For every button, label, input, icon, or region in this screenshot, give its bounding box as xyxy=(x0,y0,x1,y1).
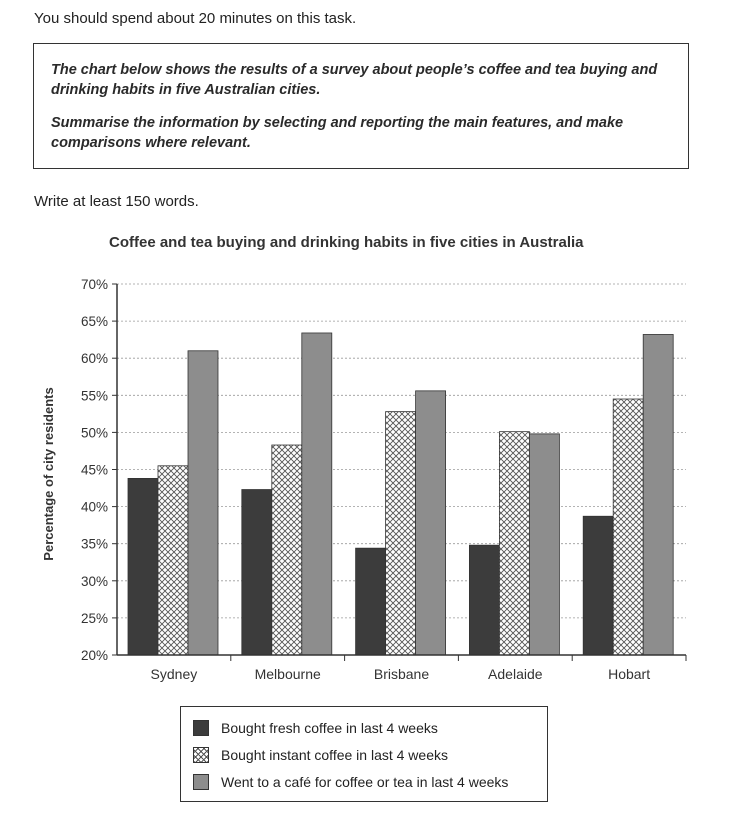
bars xyxy=(128,333,673,655)
x-tick-label: Adelaide xyxy=(488,666,543,682)
y-tick-label: 60% xyxy=(80,351,108,367)
bar-cafe xyxy=(188,351,218,655)
x-tick-label: Hobart xyxy=(608,666,651,682)
bar-cafe xyxy=(529,434,559,655)
chart-legend xyxy=(180,706,548,802)
bar-cafe xyxy=(416,391,446,655)
x-tick-label: Sydney xyxy=(150,666,198,682)
bar-cafe xyxy=(302,333,332,655)
legend-swatch-cafe xyxy=(193,774,209,790)
y-tick-label: 70% xyxy=(80,277,108,292)
chart-title: Coffee and tea buying and drinking habits in five cities in Australia xyxy=(109,234,584,251)
instruction-time: You should spend about 20 minutes on this task. xyxy=(34,10,357,27)
bar-fresh-coffee xyxy=(469,545,499,655)
legend-item-cafe xyxy=(193,768,547,795)
y-tick-label: 20% xyxy=(80,648,108,663)
bar-fresh-coffee xyxy=(583,516,613,655)
y-tick-label: 65% xyxy=(80,314,108,330)
word-count-instruction: Write at least 150 words. xyxy=(34,193,199,210)
x-tick-label: Melbourne xyxy=(254,666,321,682)
legend-swatch-fresh xyxy=(193,720,209,736)
task-instruction: Summarise the information by selecting and reporting the main features, and make comparisons where relevant. xyxy=(51,115,624,151)
y-tick-label: 55% xyxy=(80,388,108,404)
bar-cafe xyxy=(643,334,673,655)
bar-instant-coffee xyxy=(499,432,529,655)
bar-instant-coffee xyxy=(386,412,416,655)
x-tick-label: Brisbane xyxy=(373,666,430,682)
legend-swatch-instant xyxy=(193,747,209,763)
bar-instant-coffee xyxy=(158,466,188,655)
bar-fresh-coffee xyxy=(356,548,386,655)
y-axis-label: Percentage of city residents xyxy=(41,387,56,561)
legend-label-fresh: Bought fresh coffee in last 4 weeks xyxy=(221,719,438,736)
legend-label-instant: Bought instant coffee in last 4 weeks xyxy=(221,746,448,763)
bar-instant-coffee xyxy=(613,399,643,655)
legend-label-cafe: Went to a café for coffee or tea in last 4 weeks xyxy=(221,773,509,790)
legend-item-instant xyxy=(193,741,547,768)
y-tick-label: 35% xyxy=(80,536,108,552)
y-tick-label: 25% xyxy=(80,610,108,626)
bar-fresh-coffee xyxy=(242,490,272,655)
task-description: The chart below shows the results of a survey about people’s coffee and tea buying and drinking habits in five Australian cities. xyxy=(51,62,658,98)
y-tick-label: 30% xyxy=(80,573,108,589)
y-tick-label: 40% xyxy=(80,499,108,515)
bar-instant-coffee xyxy=(272,445,302,655)
bar-fresh-coffee xyxy=(128,478,158,655)
y-tick-label: 50% xyxy=(80,425,108,441)
y-tick-label: 45% xyxy=(80,462,108,478)
legend-item-fresh xyxy=(193,714,547,741)
